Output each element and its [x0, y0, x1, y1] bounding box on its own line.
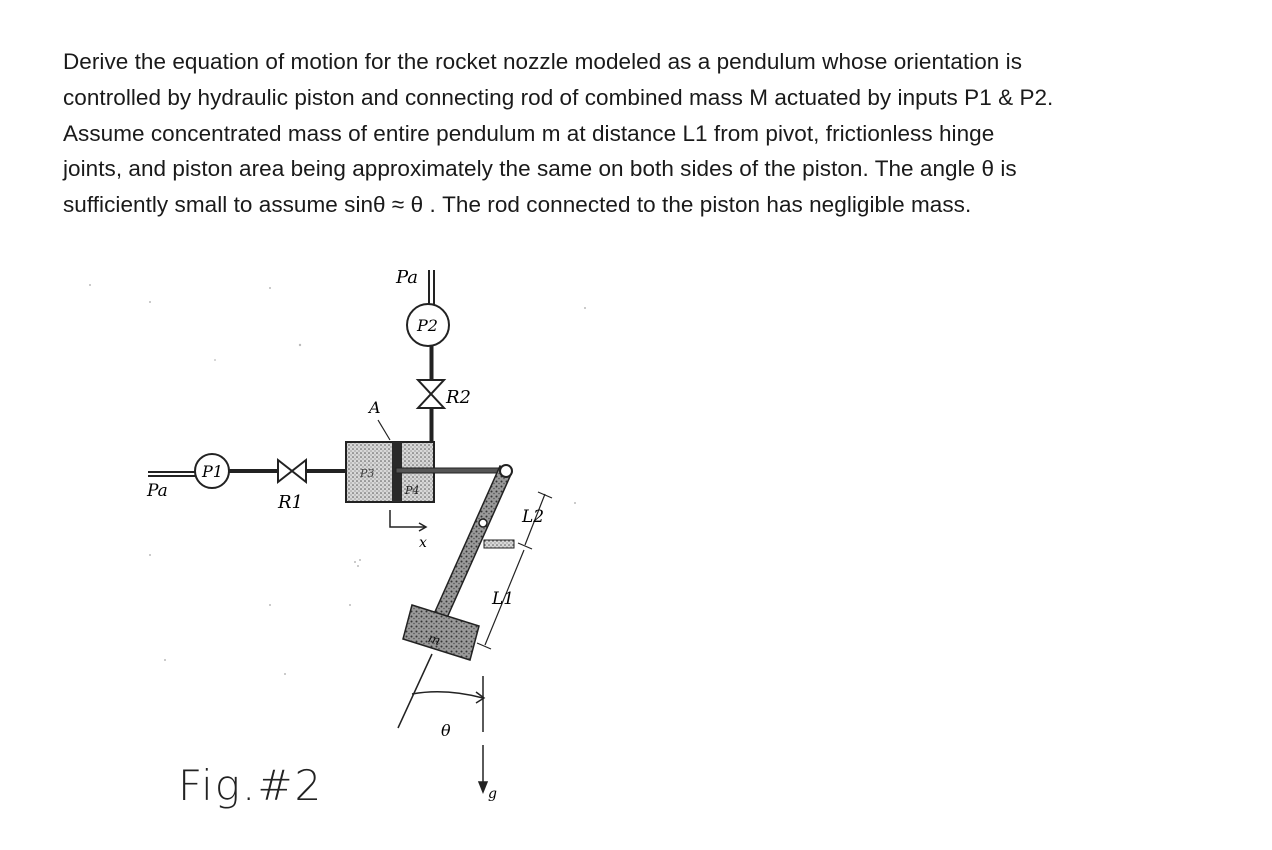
label-r2: R2	[446, 387, 472, 408]
label-pa-left: Pa	[147, 481, 168, 501]
rod-hinge	[500, 465, 512, 477]
label-theta: θ	[441, 721, 451, 740]
label-p4: P4	[405, 484, 420, 497]
piston-rod	[396, 468, 506, 473]
x-displacement-arrow	[390, 510, 426, 531]
problem-line: joints, and piston area being approximately the same on both sides of the piston. The angle θ is	[63, 156, 1017, 182]
system-diagram	[60, 240, 600, 830]
label-l2: L2	[522, 507, 545, 527]
label-p2: P2	[417, 316, 438, 335]
label-a: A	[369, 398, 381, 417]
label-p3: P3	[360, 467, 375, 480]
label-m: m	[425, 631, 443, 650]
label-l1: L1	[492, 589, 515, 609]
problem-line: Derive the equation of motion for the rocket nozzle modeled as a pendulum whose orientation is	[63, 49, 1023, 74]
upper-line	[398, 270, 434, 445]
left-line	[148, 471, 346, 476]
label-x: x	[419, 535, 427, 551]
gravity-arrow	[479, 745, 487, 792]
label-pa-top: Pa	[396, 267, 419, 288]
figure-2	[60, 240, 600, 830]
problem-line: sufficiently small to assume sinθ ≈ θ . The rod connected to the piston has negligible mass.	[63, 192, 972, 218]
pivot-support	[484, 540, 514, 548]
problem-line: Assume concentrated mass of entire pendulum m at distance L1 from pivot, frictionless hinge	[63, 120, 995, 146]
valve-r2	[418, 380, 444, 408]
problem-statement	[63, 44, 1223, 223]
pivot	[479, 519, 487, 527]
figure-caption: Fig.#2	[178, 761, 324, 810]
valve-r1	[278, 460, 306, 482]
label-p1: P1	[202, 462, 223, 481]
area-leader	[378, 420, 390, 440]
label-g: g	[488, 786, 497, 802]
problem-line: controlled by hydraulic piston and connecting rod of combined mass M actuated by inputs P1 & P2.	[63, 84, 1054, 110]
label-r1: R1	[278, 492, 304, 513]
scan-noise	[89, 284, 586, 675]
